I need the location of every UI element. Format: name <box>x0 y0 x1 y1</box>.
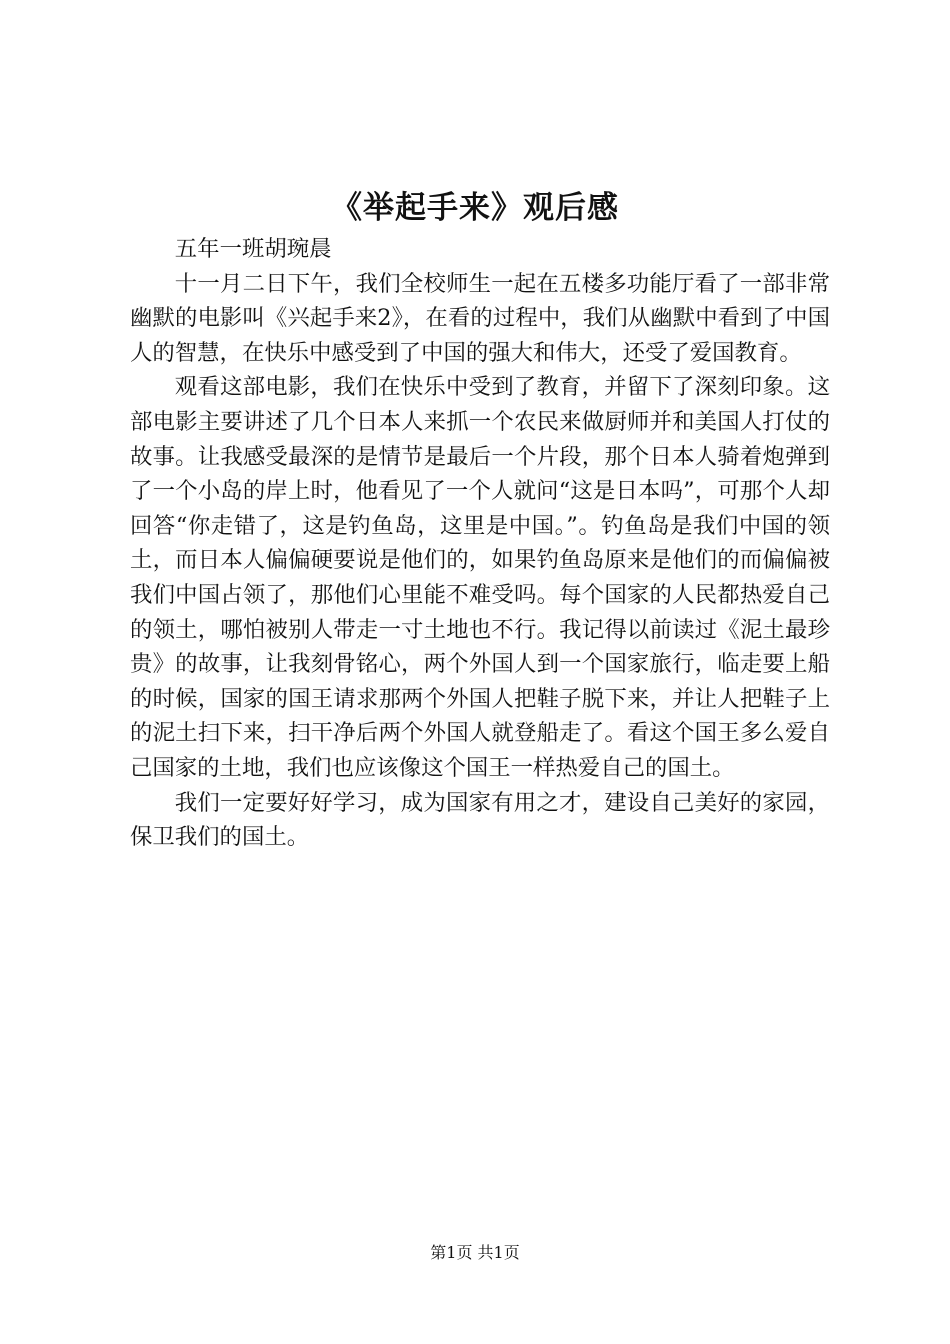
paragraph: 十一月二日下午，我们全校师生一起在五楼多功能厅看了一部非常幽默的电影叫《兴起手来2》，在看的过程中，我们从幽默中看到了中国人的智慧，在快乐中感受到了中国的强大和伟大，还受了爱国教育。 <box>130 270 830 366</box>
paragraph: 我们一定要好好学习，成为国家有用之才，建设自己美好的家园，保卫我们的国土。 <box>130 789 830 851</box>
paragraph: 观看这部电影，我们在快乐中受到了教育，并留下了深刻印象。这部电影主要讲述了几个日本人来抓一个农民来做厨师并和美国人打仗的故事。让我感受最深的是情节是最后一个片段，那个日本人骑着炮弹到了一个小岛的岸上时，他看见了一个人就问“这是日本吗”，可那个人却回答“你走错了，这是钓鱼岛，这里是中国。”。钓鱼岛是我们中国的领土，而日本人偏偏硬要说是他们的，如果钓鱼岛原来是他们的而偏偏被我们中国占领了，那他们心里能不难受吗。每个国家的人民都热爱自己的领土，哪怕被别人带走一寸土地也不行。我记得以前读过《泥土最珍贵》的故事，让我刻骨铭心，两个外国人到一个国家旅行，临走要上船的时候，国家的国王请求那两个外国人把鞋子脱下来，并让人把鞋子上的泥土扫下来，扫干净后两个外国人就登船走了。看这个国王多么爱自己国家的土地，我们也应该像这个国王一样热爱自己的国土。 <box>130 374 830 781</box>
document-title: 《举起手来》观后感 <box>331 190 619 226</box>
document-body <box>130 232 830 855</box>
page-footer: 第1页 共1页 <box>430 1243 520 1262</box>
author-line: 五年一班胡琬晨 <box>174 236 332 262</box>
